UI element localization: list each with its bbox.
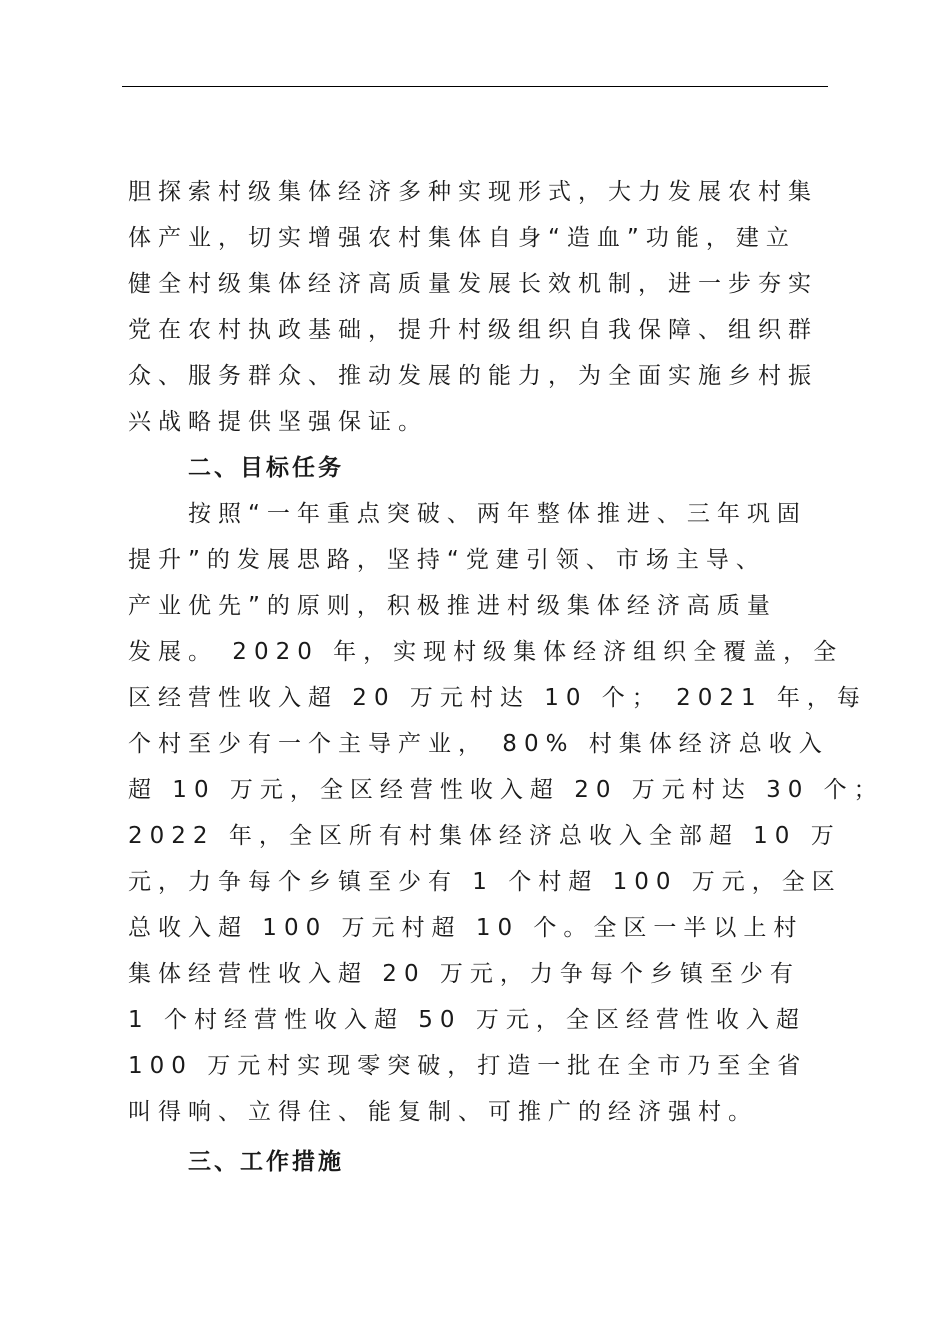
paragraph-line-2: 体产业，切实增强农村集体自身“造血”功能，建立	[128, 225, 796, 251]
paragraph-line-17: 总收入超 100 万元村超 10 个。全区一半以上村	[128, 915, 804, 941]
paragraph-line-3: 健全村级集体经济高质量发展长效机制，进一步夯实	[128, 271, 818, 297]
paragraph-line-20: 100 万元村实现零突破，打造一批在全市乃至全省	[128, 1053, 808, 1079]
paragraph-line-4: 党在农村执政基础，提升村级组织自我保障、组织群	[128, 317, 818, 343]
paragraph-line-21: 叫得响、立得住、能复制、可推广的经济强村。	[128, 1099, 758, 1125]
paragraph-line-1: 胆探索村级集体经济多种实现形式，大力发展农村集	[128, 179, 818, 205]
paragraph-line-11: 发展。 2020 年，实现村级集体经济组织全覆盖，全	[128, 639, 844, 665]
paragraph-line-14: 超 10 万元，全区经营性收入超 20 万元村达 30 个；	[128, 777, 884, 803]
section-heading-measures: 三、工作措施	[188, 1149, 344, 1175]
paragraph-line-10: 产业优先”的原则，积极推进村级集体经济高质量	[128, 593, 777, 619]
section-heading-goals: 二、目标任务	[188, 455, 344, 481]
paragraph-line-12: 区经营性收入超 20 万元村达 10 个； 2021 年，每	[128, 685, 867, 711]
paragraph-line-8: 按照“一年重点突破、两年整体推进、三年巩固	[188, 501, 807, 527]
paragraph-line-19: 1 个村经营性收入超 50 万元，全区经营性收入超	[128, 1007, 806, 1033]
paragraph-line-16: 元，力争每个乡镇至少有 1 个村超 100 万元，全区	[128, 869, 842, 895]
paragraph-line-5: 众、服务群众、推动发展的能力，为全面实施乡村振	[128, 363, 818, 389]
paragraph-line-9: 提升”的发展思路，坚持“党建引领、市场主导、	[128, 547, 766, 573]
paragraph-line-13: 个村至少有一个主导产业， 80% 村集体经济总收入	[128, 731, 829, 757]
header-rule	[122, 86, 828, 87]
paragraph-line-18: 集体经营性收入超 20 万元，力争每个乡镇至少有	[128, 961, 800, 987]
paragraph-line-15: 2022 年，全区所有村集体经济总收入全部超 10 万	[128, 823, 841, 849]
paragraph-line-6: 兴战略提供坚强保证。	[128, 409, 428, 435]
